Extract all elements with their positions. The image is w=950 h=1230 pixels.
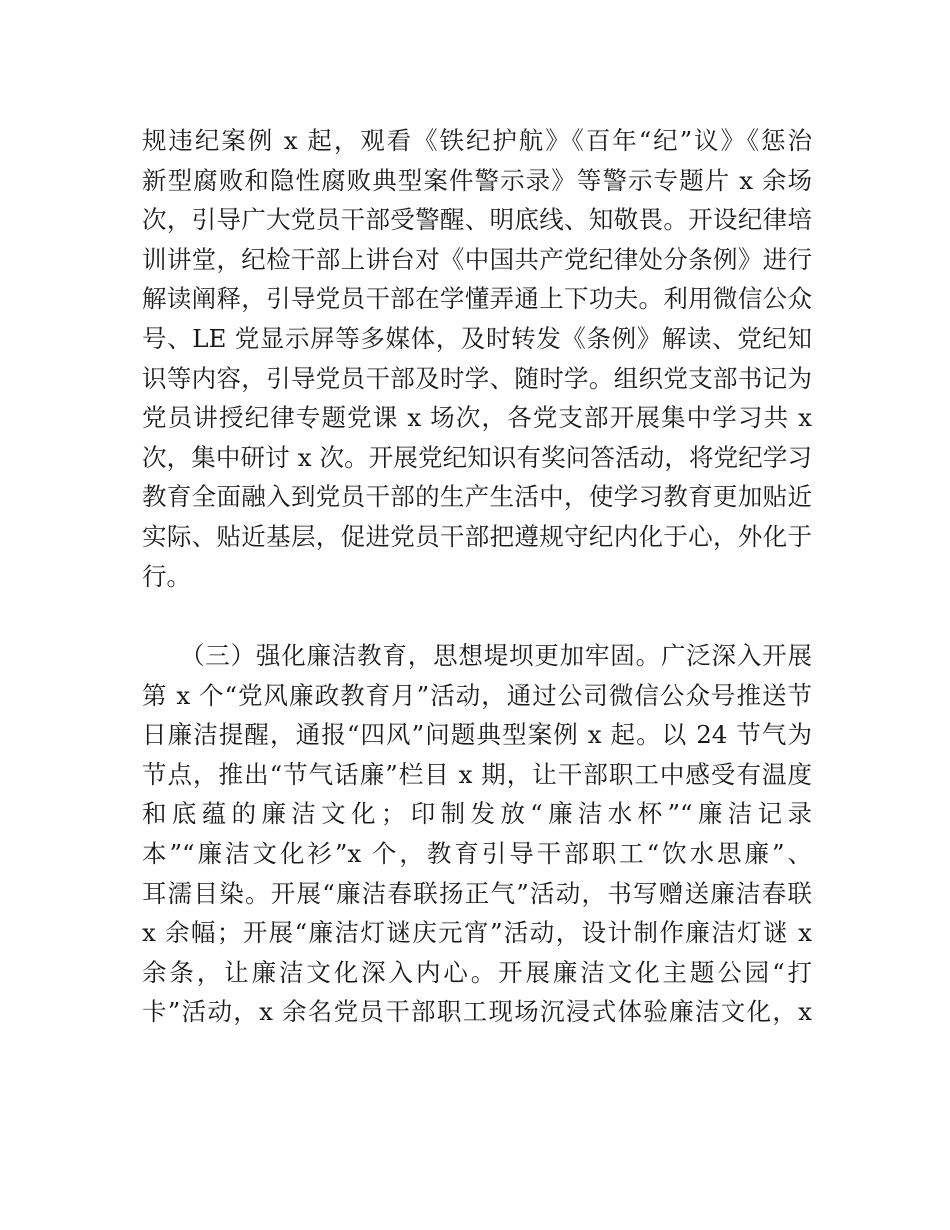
paragraph-integrity-education [142,636,812,1032]
text-line: x 余幅；开展“廉洁灯谜庆元宵”活动，设计制作廉洁灯谜 x [142,918,812,948]
text-line: 训讲堂，纪检干部上讲台对《中国共产党纪律处分条例》进行 [142,244,812,274]
text-line: 和底蕴的廉洁文化；印制发放“廉洁水杯”“廉洁记录 [142,799,812,829]
text-line: 解读阐释，引导党员干部在学懂弄通上下功夫。利用微信公众 [142,284,812,314]
text-line: 节点，推出“节气话廉”栏目 x 期，让干部职工中感受有温度 [142,759,812,789]
text-line: 教育全面融入到党员干部的生产生活中，使学习教育更加贴近 [142,482,812,512]
text-line: 次，集中研讨 x 次。开展党纪知识有奖问答活动，将党纪学习 [142,442,812,472]
text-line: 规违纪案例 x 起，观看《铁纪护航》《百年“纪”议》《惩治 [142,126,812,155]
text-line: 卡”活动，x 余名党员干部职工现场沉浸式体验廉洁文化，x [142,997,812,1027]
text-line: 本”“廉洁文化衫”x 个，教育引导干部职工“饮水思廉”、 [142,838,812,868]
text-line: 号、LE 党显示屏等多媒体，及时转发《条例》解读、党纪知 [142,323,812,353]
text-line: 实际、贴近基层，促进党员干部把遵规守纪内化于心，外化于 [142,521,812,551]
text-line: 第 x 个“党风廉政教育月”活动，通过公司微信公众号推送节 [142,680,812,710]
text-line: 识等内容，引导党员干部及时学、随时学。组织党支部书记为 [142,363,812,393]
text-line: 行。 [142,561,191,591]
text-line: 新型腐败和隐性腐败典型案件警示录》等警示专题片 x 余场 [142,165,812,195]
text-line: 次，引导广大党员干部受警醒、明底线、知敬畏。开设纪律培 [142,205,812,235]
text-line: 日廉洁提醒，通报“四风”问题典型案例 x 起。以 24 节气为 [142,720,812,750]
text-line: 耳濡目染。开展“廉洁春联扬正气”活动，书写赠送廉洁春联 [142,878,812,908]
text-line: 党员讲授纪律专题党课 x 场次，各党支部开展集中学习共 x [142,403,812,433]
text-line-heading: （三）强化廉洁教育，思想堤坝更加牢固。广泛深入开展 [180,641,812,670]
text-line: 余条，让廉洁文化深入内心。开展廉洁文化主题公园“打 [142,957,812,987]
paragraph-discipline-education [142,121,812,596]
